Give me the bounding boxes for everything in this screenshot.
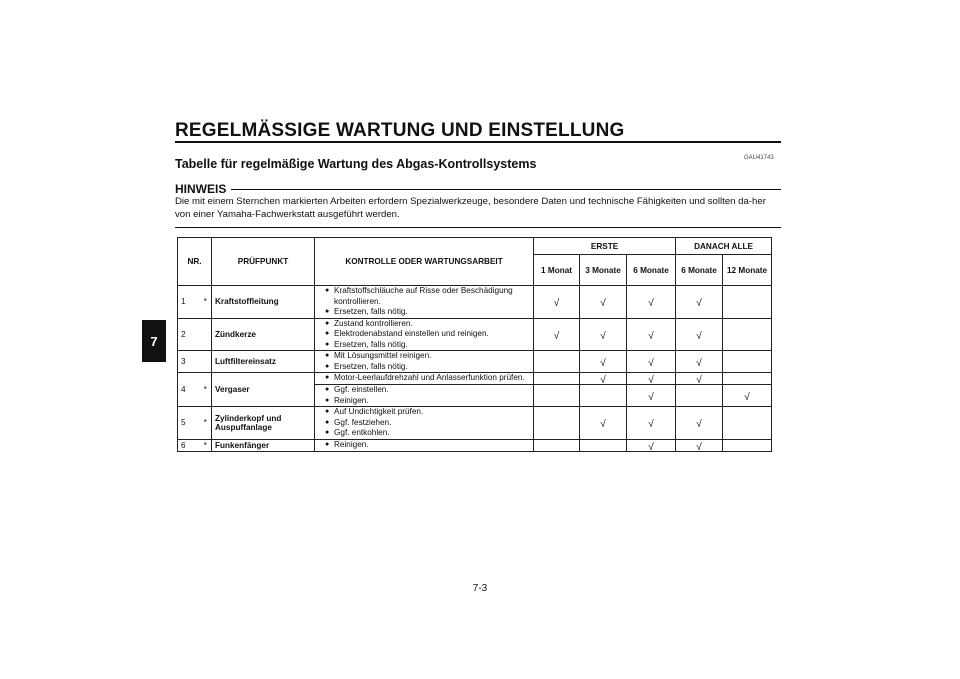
header-initial: ERSTE [534,238,676,255]
check-cell [723,385,772,407]
check-cell [580,318,627,351]
note-text: Die mit einem Sternchen markierten Arbeiten erfordern Spezialwerkzeuge, besondere Daten und technische Fähigkeiten und sollten da-her von einer Yamaha-Fachwerkstatt ausgeführt werden. [175,196,766,220]
check-mark: √ [648,419,654,431]
action-text: Zustand kontrollieren. [334,318,413,328]
action-text: Auf Undichtigkeit prüfen. [334,407,424,416]
check-cell [534,385,580,407]
row-number: 2 [178,318,200,351]
header-3-months: 3 Monate [580,255,627,286]
check-mark: √ [600,330,606,342]
check-item: Funkenfänger [212,439,315,451]
check-cell [627,318,676,351]
action-cell [315,318,534,351]
check-cell [723,351,772,373]
action-text: Mit Lösungsmittel reinigen. [334,351,432,360]
action-line [325,319,530,330]
check-cell [534,373,580,385]
special-tool-star: * [200,407,212,440]
action-line [325,329,530,340]
header-item: PRÜFPUNKT [212,238,315,286]
section-subtitle: Tabelle für regelmäßige Wartung des Abgas-Kontrollsystems [175,157,537,171]
bullet-icon: ● [325,386,330,393]
title-rule [175,141,781,143]
header-action: KONTROLLE ODER WARTUNGSARBEIT [315,238,534,286]
table-row [178,439,772,451]
check-cell [627,385,676,407]
action-cell [315,351,534,373]
action-text: Reinigen. [334,439,369,449]
special-tool-star [200,318,212,351]
table-row [178,407,772,440]
action-text: Ersetzen, falls nötig. [334,339,408,349]
check-cell [580,385,627,407]
check-item: Zylinderkopf und Auspuffanlage [212,407,315,440]
check-cell [627,351,676,373]
bullet-icon: ● [325,340,330,348]
check-cell [580,286,627,319]
bullet-icon: ● [325,408,330,415]
action-line [325,440,530,451]
special-tool-star: * [200,439,212,451]
note-bottom-rule [175,227,781,228]
bullet-icon: ● [325,374,330,382]
row-number: 5 [178,407,200,440]
special-tool-star: * [200,286,212,319]
chapter-tab: 7 [142,320,166,362]
bullet-icon: ● [325,362,330,370]
action-line [325,286,530,307]
check-mark: √ [648,358,654,369]
check-mark: √ [696,298,702,310]
action-text: Motor-Leerlaufdrehzahl und Anlasserfunktion prüfen. [334,373,525,383]
check-mark: √ [600,375,606,386]
bullet-icon: ● [325,330,330,337]
action-cell [315,439,534,451]
action-line [325,385,530,396]
check-mark: √ [648,375,654,386]
header-6-months-initial: 6 Monate [627,255,676,286]
action-line [325,351,530,362]
check-mark: √ [696,375,702,386]
check-cell [534,318,580,351]
check-cell [627,407,676,440]
action-text: Elektrodenabstand einstellen und reinigen. [334,329,489,338]
check-cell [580,351,627,373]
check-mark: √ [600,298,606,310]
bullet-icon: ● [325,440,330,448]
check-mark: √ [696,419,702,431]
check-cell [627,373,676,385]
bullet-icon: ● [325,396,330,404]
check-cell [723,407,772,440]
table-body [178,286,772,452]
action-text: Ersetzen, falls nötig. [334,361,408,371]
special-tool-star: * [200,373,212,407]
check-item: Zündkerze [212,318,315,351]
check-cell [676,318,723,351]
action-line [325,407,530,418]
action-line [325,307,530,318]
check-cell [627,286,676,319]
action-line [325,428,530,439]
action-cell [315,373,534,385]
header-12-months: 12 Monate [723,255,772,286]
check-mark: √ [648,441,654,453]
check-mark: √ [648,392,654,403]
action-text: Ggf. einstellen. [334,385,389,394]
check-cell [580,439,627,451]
table-row [178,286,772,319]
check-cell [580,373,627,385]
note-heading: HINWEIS [175,182,227,196]
bullet-icon: ● [325,308,330,315]
action-cell [315,407,534,440]
bullet-icon: ● [325,418,330,426]
check-item: Vergaser [212,373,315,407]
check-mark: √ [600,419,606,431]
action-text: Ggf. festziehen. [334,417,392,427]
check-cell [534,407,580,440]
bullet-icon: ● [325,287,330,294]
note-rule [231,189,781,190]
check-mark: √ [553,298,560,310]
row-number: 6 [178,439,200,451]
check-cell [534,286,580,319]
check-item: Kraftstoffleitung [212,286,315,319]
action-line [325,418,530,429]
check-mark: √ [600,358,606,369]
action-line [325,396,530,407]
reference-code: GAU41743 [744,155,774,161]
page-number: 7-3 [472,583,488,594]
table-row [178,373,772,385]
check-cell [723,286,772,319]
check-mark: √ [744,392,750,403]
check-mark: √ [696,330,702,342]
check-cell [676,373,723,385]
bullet-icon: ● [325,319,330,327]
check-cell [534,439,580,451]
row-number: 3 [178,351,200,373]
header-every: DANACH ALLE [676,238,772,255]
check-cell [676,439,723,451]
action-cell [315,286,534,319]
action-text: Kraftstoffschläuche auf Risse oder Beschädigung kontrollieren. [334,286,513,306]
check-cell [534,351,580,373]
check-cell [676,407,723,440]
check-mark: √ [696,358,702,369]
action-text: Ersetzen, falls nötig. [334,307,408,316]
action-text: Reinigen. [334,395,369,405]
check-cell [627,439,676,451]
check-cell [676,385,723,407]
check-mark: √ [648,330,654,342]
action-text: Ggf. entkohlen. [334,428,390,437]
check-cell [723,318,772,351]
bullet-icon: ● [325,352,330,359]
header-1-month: 1 Monat [534,255,580,286]
row-number: 4 [178,373,200,407]
table-row [178,351,772,373]
page-title: REGELMÄSSIGE WARTUNG UND EINSTELLUNG [175,120,625,141]
special-tool-star [200,351,212,373]
table-row [178,318,772,351]
check-item: Luftfiltereinsatz [212,351,315,373]
maintenance-table [177,237,772,452]
header-nr: NR. [178,238,212,286]
action-line [325,340,530,351]
check-mark: √ [553,330,560,342]
action-line [325,373,530,384]
check-mark: √ [648,298,654,310]
header-6-months-every: 6 Monate [676,255,723,286]
check-cell [676,286,723,319]
action-line [325,362,530,373]
check-cell [676,351,723,373]
row-number: 1 [178,286,200,319]
check-cell [580,407,627,440]
bullet-icon: ● [325,429,330,436]
action-cell [315,385,534,407]
check-cell [723,439,772,451]
check-mark: √ [696,441,702,453]
check-cell [723,373,772,385]
